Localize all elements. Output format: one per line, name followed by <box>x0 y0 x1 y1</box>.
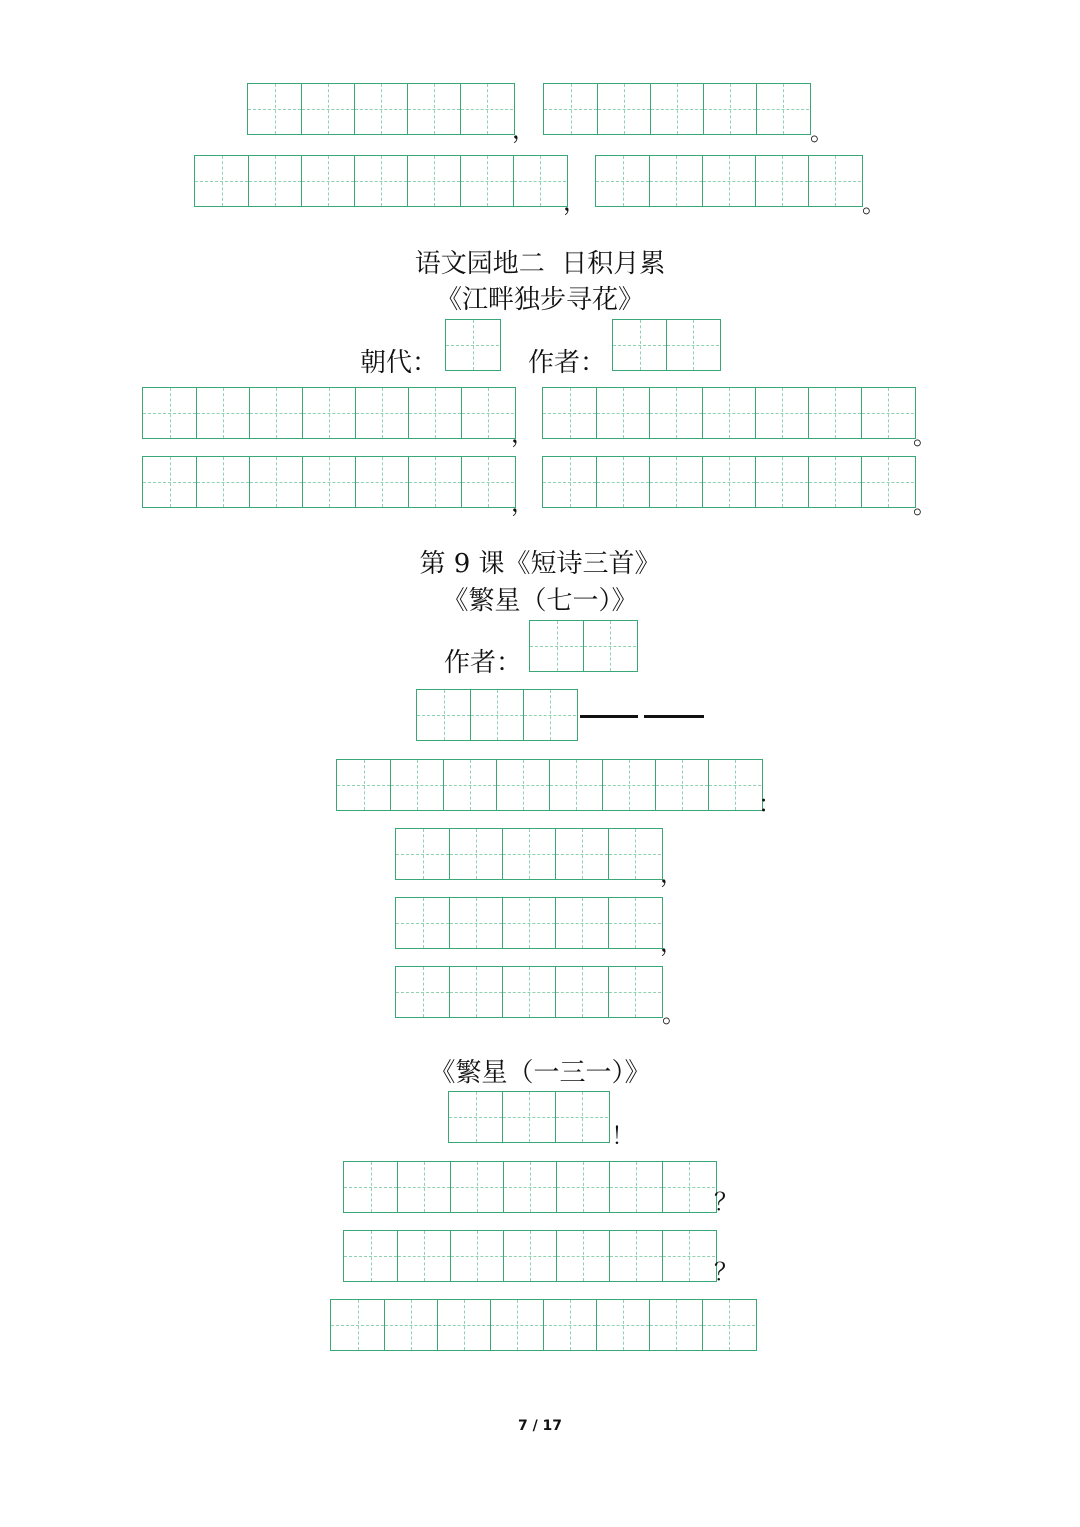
grid-cell[interactable] <box>755 457 808 507</box>
grid-cell[interactable] <box>555 1092 608 1142</box>
grid-cell[interactable] <box>608 967 661 1017</box>
punctuation-question: ？ <box>714 1188 738 1216</box>
grid-cell[interactable] <box>397 1231 450 1281</box>
grid-cell[interactable] <box>555 967 608 1017</box>
grid-cell[interactable] <box>649 388 702 438</box>
writing-grid[interactable] <box>194 155 568 207</box>
grid-cell[interactable] <box>808 457 861 507</box>
grid-cell[interactable] <box>461 388 514 438</box>
grid-cell[interactable] <box>196 457 249 507</box>
grid-cell[interactable] <box>449 1092 502 1142</box>
grid-cell[interactable] <box>450 1231 503 1281</box>
grid-cell[interactable] <box>301 84 354 134</box>
punctuation-comma: ， <box>563 188 587 216</box>
grid-cell[interactable] <box>408 388 461 438</box>
grid-cell[interactable] <box>556 1162 609 1212</box>
writing-grid[interactable] <box>343 1161 717 1213</box>
punctuation-question: ？ <box>714 1258 738 1286</box>
writing-grid[interactable] <box>142 456 516 508</box>
punctuation-exclaim: ！ <box>611 1122 635 1150</box>
grid-cell[interactable] <box>556 1231 609 1281</box>
grid-cell[interactable] <box>861 388 914 438</box>
grid-cell[interactable] <box>543 388 596 438</box>
grid-cell[interactable] <box>702 457 755 507</box>
grid-cell[interactable] <box>396 898 449 948</box>
grid-cell[interactable] <box>609 1231 662 1281</box>
grid-cell[interactable] <box>407 84 460 134</box>
grid-cell[interactable] <box>502 967 555 1017</box>
grid-cell[interactable] <box>513 156 566 206</box>
grid-cell[interactable] <box>337 760 390 810</box>
writing-grid[interactable] <box>542 387 916 439</box>
author-label: 作者： <box>528 348 607 378</box>
grid-cell[interactable] <box>502 829 555 879</box>
grid-cell[interactable] <box>583 621 636 671</box>
punctuation-comma: ， <box>511 489 535 517</box>
author-label: 作者： <box>444 648 523 678</box>
grid-cell[interactable] <box>756 84 809 134</box>
dynasty-label: 朝代： <box>360 348 439 378</box>
grid-cell[interactable] <box>249 388 302 438</box>
grid-cell[interactable] <box>808 156 861 206</box>
grid-cell[interactable] <box>650 84 703 134</box>
grid-cell[interactable] <box>596 1300 649 1350</box>
grid-cell[interactable] <box>613 320 666 370</box>
punctuation-colon: ： <box>758 790 782 818</box>
grid-cell[interactable] <box>331 1300 384 1350</box>
author-grid[interactable] <box>612 319 721 371</box>
dynasty-grid[interactable] <box>445 319 501 371</box>
grid-cell[interactable] <box>143 388 196 438</box>
grid-cell[interactable] <box>597 84 650 134</box>
punctuation-period: 。 <box>662 1000 686 1028</box>
grid-cell[interactable] <box>655 760 708 810</box>
grid-cell[interactable] <box>666 320 719 370</box>
grid-cell[interactable] <box>649 1300 702 1350</box>
grid-cell[interactable] <box>450 1162 503 1212</box>
grid-cell[interactable] <box>344 1231 397 1281</box>
grid-cell[interactable] <box>502 898 555 948</box>
grid-cell[interactable] <box>437 1300 490 1350</box>
writing-grid[interactable] <box>330 1299 757 1351</box>
grid-cell[interactable] <box>443 760 496 810</box>
poem-title: 《繁星（一三一）》 <box>429 1058 651 1088</box>
grid-cell[interactable] <box>530 621 583 671</box>
writing-grid[interactable] <box>336 759 763 811</box>
punctuation-period: 。 <box>862 190 886 218</box>
grid-cell[interactable] <box>703 84 756 134</box>
writing-grid[interactable] <box>395 828 663 880</box>
grid-cell[interactable] <box>543 457 596 507</box>
grid-cell[interactable] <box>702 388 755 438</box>
grid-cell[interactable] <box>417 690 470 740</box>
grid-cell[interactable] <box>470 690 523 740</box>
punctuation-period: 。 <box>913 491 937 519</box>
grid-cell[interactable] <box>549 760 602 810</box>
grid-cell[interactable] <box>596 457 649 507</box>
grid-cell[interactable] <box>808 388 861 438</box>
grid-cell[interactable] <box>608 829 661 879</box>
grid-cell[interactable] <box>397 1162 450 1212</box>
page-number: 7 / 17 <box>517 1418 563 1434</box>
grid-cell[interactable] <box>523 690 576 740</box>
grid-cell[interactable] <box>195 156 248 206</box>
punctuation-period: 。 <box>810 118 834 146</box>
grid-cell[interactable] <box>649 156 702 206</box>
grid-cell[interactable] <box>449 967 502 1017</box>
punctuation-comma: ， <box>511 420 535 448</box>
grid-cell[interactable] <box>596 156 649 206</box>
grid-cell[interactable] <box>662 1231 715 1281</box>
writing-grid[interactable] <box>542 456 916 508</box>
grid-cell[interactable] <box>407 156 460 206</box>
punctuation-period: 。 <box>913 422 937 450</box>
poem-title: 《江畔独步寻花》 <box>435 285 644 315</box>
dash-line <box>644 715 704 718</box>
grid-cell[interactable] <box>449 898 502 948</box>
grid-cell[interactable] <box>596 388 649 438</box>
grid-cell[interactable] <box>503 1231 556 1281</box>
poem-title: 《繁星（七一）》 <box>442 586 638 616</box>
grid-cell[interactable] <box>408 457 461 507</box>
grid-cell[interactable] <box>460 84 513 134</box>
writing-grid[interactable] <box>142 387 516 439</box>
grid-cell[interactable] <box>302 388 355 438</box>
grid-cell[interactable] <box>449 829 502 879</box>
writing-grid[interactable] <box>395 966 663 1018</box>
writing-grid[interactable] <box>247 83 515 135</box>
grid-cell[interactable] <box>502 1092 555 1142</box>
grid-cell[interactable] <box>396 967 449 1017</box>
writing-grid[interactable] <box>595 155 863 207</box>
writing-grid[interactable] <box>395 897 663 949</box>
grid-cell[interactable] <box>755 388 808 438</box>
grid-cell[interactable] <box>355 388 408 438</box>
grid-cell[interactable] <box>708 760 761 810</box>
punctuation-comma: ， <box>512 116 536 144</box>
writing-grid[interactable] <box>448 1091 610 1143</box>
grid-cell[interactable] <box>608 898 661 948</box>
grid-cell[interactable] <box>196 388 249 438</box>
grid-cell[interactable] <box>384 1300 437 1350</box>
grid-cell[interactable] <box>249 457 302 507</box>
grid-cell[interactable] <box>496 760 549 810</box>
grid-cell[interactable] <box>503 1162 556 1212</box>
grid-cell[interactable] <box>460 156 513 206</box>
grid-cell[interactable] <box>354 156 407 206</box>
grid-cell[interactable] <box>662 1162 715 1212</box>
grid-cell[interactable] <box>248 84 301 134</box>
grid-cell[interactable] <box>602 760 655 810</box>
grid-cell[interactable] <box>396 829 449 879</box>
writing-grid[interactable] <box>416 689 578 741</box>
grid-cell[interactable] <box>390 760 443 810</box>
grid-cell[interactable] <box>555 898 608 948</box>
grid-cell[interactable] <box>248 156 301 206</box>
grid-cell[interactable] <box>461 457 514 507</box>
grid-cell[interactable] <box>543 1300 596 1350</box>
grid-cell[interactable] <box>354 84 407 134</box>
grid-cell[interactable] <box>355 457 408 507</box>
punctuation-comma: ， <box>660 929 684 957</box>
grid-cell[interactable] <box>702 1300 755 1350</box>
grid-cell[interactable] <box>344 1162 397 1212</box>
author-grid[interactable] <box>529 620 638 672</box>
section-title: 语文园地二 日积月累 <box>414 249 666 279</box>
grid-cell[interactable] <box>702 156 755 206</box>
grid-cell[interactable] <box>649 457 702 507</box>
lesson-title: 第 9 课《短诗三首》 <box>419 549 661 579</box>
writing-grid[interactable] <box>343 1230 717 1282</box>
grid-cell[interactable] <box>301 156 354 206</box>
grid-cell[interactable] <box>609 1162 662 1212</box>
grid-cell[interactable] <box>755 156 808 206</box>
writing-grid[interactable] <box>543 83 811 135</box>
grid-cell[interactable] <box>544 84 597 134</box>
grid-cell[interactable] <box>143 457 196 507</box>
grid-cell[interactable] <box>490 1300 543 1350</box>
grid-cell[interactable] <box>861 457 914 507</box>
punctuation-comma: ， <box>660 860 684 888</box>
grid-cell[interactable] <box>302 457 355 507</box>
grid-cell[interactable] <box>446 320 499 370</box>
dash-line <box>580 715 638 718</box>
grid-cell[interactable] <box>555 829 608 879</box>
